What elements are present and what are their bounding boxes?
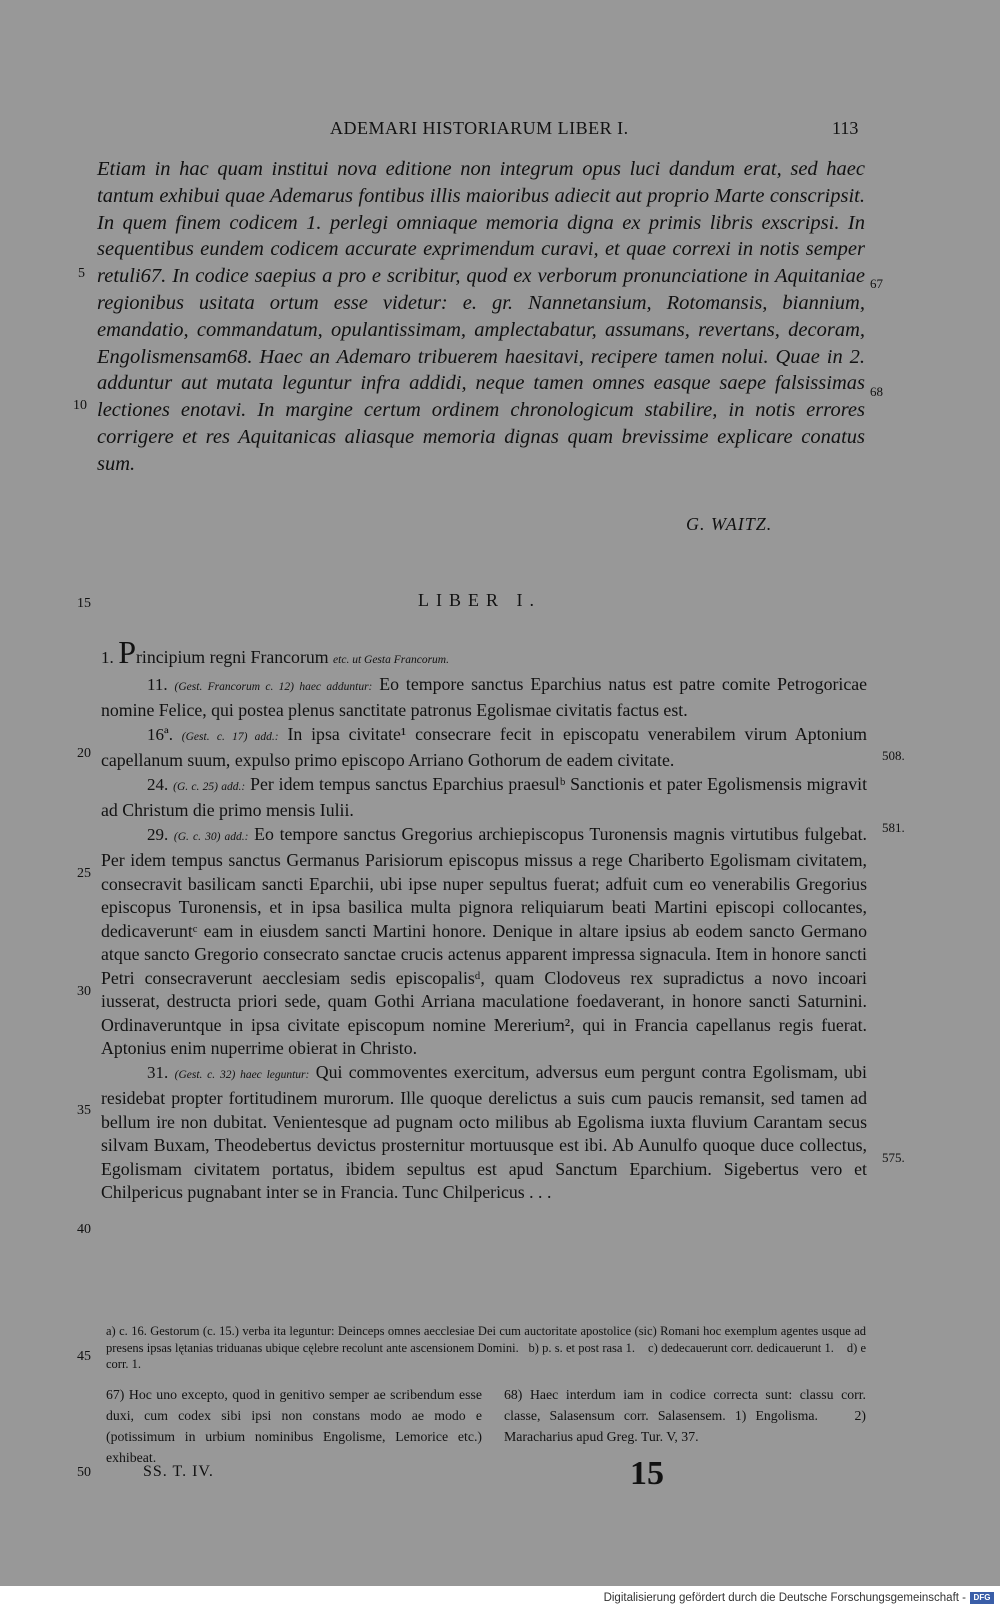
chapter-citation: (Gest. c. 17) add.: bbox=[181, 730, 279, 743]
margin-note-ref: 68 bbox=[870, 384, 883, 399]
chapter-text: Eo tempore sanctus Gregorius archiepiscopus Turonensis magnis virtutibus fulgebat. Per idem tempus sanctus Germanus Parisiorum episcopus missus a rege Chariberto Egolismam civitatem, consecravit basilicam sancti Eparchii, ubi ipse nuper sepultus fuerat; adfuit cum eo venerabilis Gregorius episcopus Turonensis, et in ipsa basilica multa pignora reliquiarum beati Martini episcopi collocantes, dedicaveruntᶜ eam in eiusdem sancti Martini honore. Denique in altare ipsius ab eodem sancto Germano atque sancto Gregorio consecrato sanctae crucis actenus apparent impressa signacula. Item in honore sancti Petri consecraverunt aecclesiam sedis episcopalisᵈ, quam Clodoveus rex supradictus a novo incoari iusserat, destructa priori sede, quam Gothi Arriana maculatione foedaverant, in honore sancti Saturnini. Ordinaveruntque in ipsa civitate episcopum nomine Mererium², qui in Francia capellanus regis fuerat. Aptonius enim nuperrime obierat in Christo. bbox=[101, 823, 867, 1058]
chapter-citation: (Gest. c. 32) haec leguntur: bbox=[174, 1068, 310, 1081]
footnote: 68) Haec interdum iam in codice correcta sunt: classu corr. classe, Salasensum corr. Salasensem. 1) Engolisma. 2) Maracharius apud Greg. Tur. V, 37. bbox=[504, 1387, 867, 1444]
footnotes-right-column bbox=[504, 1384, 866, 1447]
page-number: 113 bbox=[832, 118, 859, 138]
signature-mark: SS. T. IV. bbox=[143, 1463, 214, 1480]
running-title: ADEMARI HISTORIARUM LIBER I. bbox=[330, 118, 629, 138]
line-number: 15 bbox=[77, 596, 91, 611]
chapter-text: Eo tempore sanctus Eparchius natus est patre comite Petrogoricae nomine Felice, qui postea plenus sanctitate patronus Egolismae civitatis factus est. bbox=[101, 673, 868, 720]
line-number: 10 bbox=[73, 398, 87, 413]
footnotes-left-column bbox=[106, 1384, 482, 1468]
chapter-citation: (Gest. Francorum c. 12) haec adduntur: bbox=[174, 680, 373, 693]
line-number: 25 bbox=[77, 866, 91, 881]
intro-text: Etiam in hac quam institui nova editione non integrum opus luci dandum erat, sed haec tantum exhibui quae Ademarus fontibus illis maioribus adiecit aut proprio Marte conscripsit. In quem finem codicem 1. perlegi omniaque memoria digna ex primis libris exscripsi. In sequentibus eundem codicem accurate exprimendum curavi, et quae correxi in notis semper retuli67. In codice saepius a pro e scribitur, quod ex verborum pronunciatione in Aquitaniae regionibus usitata ortum esse videtur: e. gr. Nannetansium, Rotomansis, biannium, emandatio, commandatum, opulantissimam, amplectabatur, assumans, revertans, decoram, Engolismensam68. Haec an Ademaro tribuerem haesitavi, recipere tamen nolui. Quae in 2. adduntur aut mutata leguntur infra addidi, neque tamen omnes easque saepe falsissimas lectiones enotavi. In margine certum ordinem chronologicum stabilire, in notis errores corrigere et res Aquitanicas aliasque memoria dignas quam brevissime explicare conatus sum. bbox=[97, 158, 865, 475]
chapter-text: In ipsa civitate¹ consecrare fecit in episcopatu venerabilem virum Aptonium capellanum suum, expulso primo episcopo Arriano Gothorum de eadem civitate. bbox=[101, 723, 867, 770]
chapter-number: 24. bbox=[147, 774, 169, 794]
margin-year: 575. bbox=[882, 1150, 905, 1165]
footer-text: Digitalisierung gefördert durch die Deutsche Forschungsgemeinschaft - bbox=[603, 1592, 966, 1604]
line-number: 50 bbox=[77, 1465, 91, 1480]
chapter-number: 16ª. bbox=[147, 724, 173, 744]
chapter bbox=[101, 773, 867, 823]
chapter-citation: (G. c. 25) add.: bbox=[173, 780, 246, 793]
chapter-number: 11. bbox=[147, 674, 168, 694]
chapter-number: 1. bbox=[101, 648, 114, 667]
margin-year: 581. bbox=[882, 820, 905, 835]
line-number: 30 bbox=[77, 984, 91, 999]
digitization-footer bbox=[0, 1586, 1000, 1611]
chapter bbox=[101, 673, 867, 723]
sheet-number: 15 bbox=[630, 1455, 664, 1492]
chapter-text: Per idem tempus sanctus Eparchius praesulᵇ Sanctionis et pater Egolismensis migravit ad Christum die primo mensis Iulii. bbox=[101, 773, 868, 820]
initial-letter: P bbox=[118, 634, 136, 670]
chapter bbox=[101, 1061, 867, 1205]
author-signature: G. WAITZ. bbox=[686, 514, 773, 534]
chapter-text: rincipium regni Francorum bbox=[136, 647, 329, 667]
dfg-logo: DFG bbox=[970, 1592, 994, 1604]
chapter bbox=[101, 723, 867, 773]
line-number: 45 bbox=[77, 1349, 91, 1364]
margin-note-ref: 67 bbox=[870, 276, 883, 291]
margin-year: 508. bbox=[882, 748, 905, 763]
chapter-citation: (G. c. 30) add.: bbox=[173, 830, 249, 843]
chapter-number: 29. bbox=[147, 824, 169, 844]
footnote: 67) Hoc uno excepto, quod in genitivo semper ae scribendum esse duxi, cum codex sibi ipsi non constans modo ae modo e (potissimum in urbium nominibus Engolisme, Lemorice etc.) exhibeat. bbox=[106, 1387, 482, 1465]
chapter bbox=[101, 823, 867, 1061]
footnotes-letters bbox=[106, 1323, 866, 1373]
running-header bbox=[0, 118, 1000, 144]
intro-paragraph bbox=[97, 156, 865, 478]
line-number: 35 bbox=[77, 1103, 91, 1118]
line-number: 5 bbox=[78, 266, 85, 281]
line-number: 20 bbox=[77, 746, 91, 761]
chapter-citation: etc. ut Gesta Francorum. bbox=[333, 654, 449, 666]
book-heading: LIBER I. bbox=[418, 590, 541, 610]
chapters-body bbox=[101, 634, 868, 1205]
chapter bbox=[101, 634, 867, 673]
chapter-number: 31. bbox=[147, 1062, 169, 1082]
chapter-text: Qui commoventes exercitum, adversus eum pergunt contra Egolismam, ubi residebat propter fortitudinem murorum. Ille quoque derelictus a suis cum paucis remansit, sed tamen ad bellum ire non dubitat. Venientesque ad pugnam octo milibus ab Egolisma iuxta fluvium Carantam secus silvam Buxam, Theodebertus devictus prosternitur mortuusque est ibi. Ab Aunulfo quoque duce collectus, Egolismam civitatem portatus, ibidem sepultus est apud Sanctum Eparchium. Sigebertus vero et Chilpericus pugnabant inter se in Francia. Tunc Chilpericus . . . bbox=[101, 1061, 867, 1202]
footnote: a) c. 16. Gestorum (c. 15.) verba ita leguntur: Deinceps omnes aecclesiae Dei cum auctoritate apostolice (sic) Romani hoc exemplum agentes usque ad presens ipsas lętanias triduanas ubique cęlebre recolunt ante ascensionem Domini. b) p. s. et post rasa 1. c) dedecauerunt corr. dedicauerunt 1. d) e corr. 1. bbox=[106, 1324, 867, 1371]
line-number: 40 bbox=[77, 1222, 91, 1237]
